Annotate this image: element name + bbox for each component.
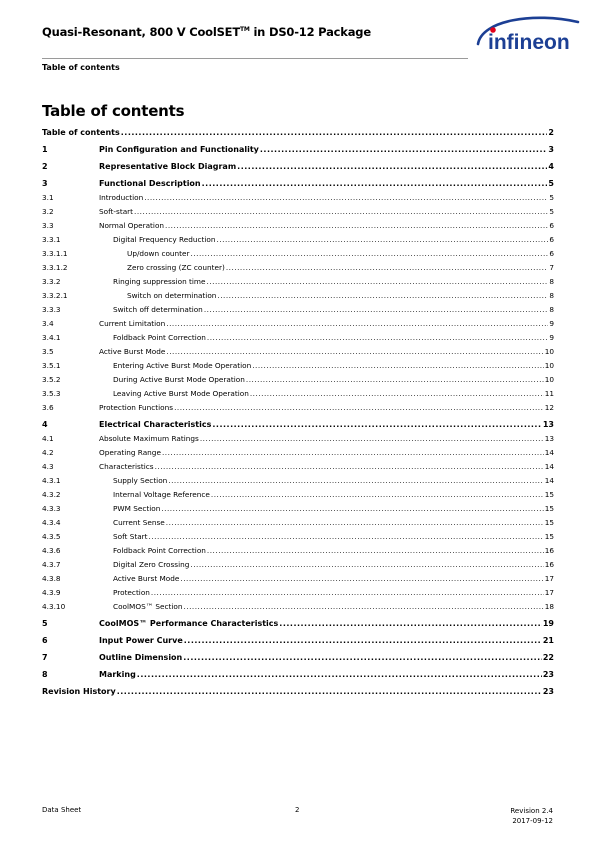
- toc-entry-page: 5: [548, 179, 554, 188]
- toc-dot-leader: [165, 219, 548, 233]
- toc-entry-number: 3.4: [42, 319, 54, 328]
- toc-entry-line: [113, 586, 554, 600]
- toc-entry-page: 10: [544, 347, 554, 356]
- toc-entry-title: Ringing suppression time: [113, 277, 206, 286]
- toc-entry-line: [99, 160, 554, 174]
- toc-entry-number: 4.3.7: [42, 560, 61, 569]
- toc-entry-number: 4: [42, 420, 48, 429]
- toc-entry-line: [99, 205, 554, 219]
- toc-entry-page: 2: [548, 128, 554, 137]
- toc-entry-number: 4.3.10: [42, 602, 66, 611]
- toc-entry-title: Normal Operation: [99, 221, 165, 230]
- toc-dot-leader: [204, 303, 549, 317]
- toc-entry-line: [99, 191, 554, 205]
- toc-entry-page: 23: [542, 670, 554, 679]
- toc-entry-line: [113, 530, 554, 544]
- toc-dot-leader: [166, 317, 548, 331]
- toc-entry-line: [113, 387, 554, 401]
- toc-dot-leader: [166, 345, 543, 359]
- footer-date: 2017-09-12: [512, 817, 553, 825]
- toc-entry[interactable]: [42, 418, 554, 432]
- toc-entry[interactable]: [42, 191, 554, 205]
- toc-entry-line: [99, 460, 554, 474]
- toc-entry-page: 5: [549, 193, 554, 202]
- toc-entry-page: 6: [549, 221, 554, 230]
- toc-entry-number: 4.3.4: [42, 518, 61, 527]
- toc-entry-number: 3.4.1: [42, 333, 61, 342]
- toc-dot-leader: [117, 685, 542, 699]
- toc-entry-line: [113, 303, 554, 317]
- toc-entry-line: [113, 359, 554, 373]
- toc-entry-line: [113, 516, 554, 530]
- toc-entry-title: Foldback Point Correction: [113, 546, 206, 555]
- toc-entry-title: Electrical Characteristics: [99, 420, 212, 429]
- toc-entry-page: 8: [549, 305, 554, 314]
- toc-entry[interactable]: [42, 303, 554, 317]
- toc-dot-leader: [207, 331, 548, 345]
- toc-entry-number: 3.5: [42, 347, 54, 356]
- toc-entry-line: [99, 446, 554, 460]
- toc-entry-title: Absolute Maximum Ratings: [99, 434, 199, 443]
- toc-entry-title: Characteristics: [99, 462, 154, 471]
- toc-entry-line: [113, 544, 554, 558]
- toc-entry-title: Input Power Curve: [99, 636, 183, 645]
- toc-entry-line: [99, 401, 554, 415]
- toc-entry[interactable]: [42, 651, 554, 665]
- toc-entry[interactable]: [42, 516, 554, 530]
- toc-dot-leader: [149, 530, 544, 544]
- toc-entry-title: Pin Configuration and Functionality: [99, 145, 259, 154]
- toc-entry[interactable]: [42, 261, 554, 275]
- toc-entry-title: Leaving Active Burst Mode Operation: [113, 389, 249, 398]
- toc-dot-leader: [260, 143, 548, 157]
- toc-entry-title: Introduction: [99, 193, 144, 202]
- toc-entry-page: 3: [548, 145, 554, 154]
- toc-entry-title: Supply Section: [113, 476, 168, 485]
- toc-entry-page: 15: [544, 518, 554, 527]
- toc-dot-leader: [134, 205, 548, 219]
- toc-dot-leader: [252, 359, 543, 373]
- toc-dot-leader: [207, 275, 549, 289]
- toc-entry-line: [113, 275, 554, 289]
- toc-entry-line: [113, 474, 554, 488]
- toc-entry-line: [127, 261, 554, 275]
- toc-entry-line: [113, 600, 554, 614]
- toc-entry[interactable]: [42, 600, 554, 614]
- toc-entry-page: 13: [544, 434, 554, 443]
- toc-entry-line: [99, 651, 554, 665]
- toc-entry-page: 17: [544, 574, 554, 583]
- toc-entry[interactable]: [42, 247, 554, 261]
- toc-entry-number: 1: [42, 145, 48, 154]
- toc-dot-leader: [121, 126, 548, 140]
- toc-entry[interactable]: [42, 317, 554, 331]
- toc-entry-title: Representative Block Diagram: [99, 162, 237, 171]
- toc-entry-page: 17: [544, 588, 554, 597]
- toc-entry-line: [42, 126, 554, 140]
- toc-entry-number: 2: [42, 162, 48, 171]
- footer-revision-block: [510, 806, 553, 826]
- toc-dot-leader: [190, 558, 543, 572]
- toc-dot-leader: [211, 488, 544, 502]
- header-divider: [42, 58, 468, 59]
- toc-entry-page: 14: [544, 448, 554, 457]
- toc-dot-leader: [191, 247, 549, 261]
- toc-entry-title: Internal Voltage Reference: [113, 490, 210, 499]
- toc-dot-leader: [202, 177, 548, 191]
- toc-entry[interactable]: [42, 359, 554, 373]
- toc-entry-page: 16: [544, 546, 554, 555]
- toc-entry[interactable]: [42, 586, 554, 600]
- toc-entry-page: 11: [544, 389, 554, 398]
- toc-entry-number: 3.6: [42, 403, 54, 412]
- toc-entry-title: Active Burst Mode: [113, 574, 180, 583]
- toc-entry-page: 9: [549, 333, 554, 342]
- toc-entry-page: 10: [544, 361, 554, 370]
- toc-entry-page: 15: [544, 504, 554, 513]
- footer-page-number: 2: [295, 806, 300, 814]
- toc-entry-page: 4: [548, 162, 554, 171]
- toc-entry-number: 4.3.6: [42, 546, 61, 555]
- toc-dot-leader: [180, 572, 543, 586]
- toc-entry-number: 4.3.5: [42, 532, 61, 541]
- infineon-logo: [474, 14, 586, 64]
- toc-entry-number: 3: [42, 179, 48, 188]
- toc-entry-title: Soft-start: [99, 207, 134, 216]
- toc-entry-title: Marking: [99, 670, 136, 679]
- toc-entry-title: Protection Functions: [99, 403, 174, 412]
- toc-entry[interactable]: [42, 219, 554, 233]
- toc-entry-number: 3.3.1.2: [42, 263, 68, 272]
- toc-entry[interactable]: [42, 432, 554, 446]
- toc-heading: Table of contents: [42, 102, 185, 120]
- toc-entry-page: 5: [549, 207, 554, 216]
- toc-dot-leader: [183, 600, 543, 614]
- toc-dot-leader: [250, 387, 544, 401]
- toc-entry-line: [99, 219, 554, 233]
- toc-dot-leader: [279, 617, 542, 631]
- toc-entry-number: 4.3.9: [42, 588, 61, 597]
- toc-entry-title: During Active Burst Mode Operation: [113, 375, 245, 384]
- toc-dot-leader: [168, 474, 543, 488]
- toc-dot-leader: [144, 191, 548, 205]
- toc-entry[interactable]: [42, 289, 554, 303]
- toc-entry-page: 16: [544, 560, 554, 569]
- toc-entry-title: Operating Range: [99, 448, 161, 457]
- toc-entry-number: 3.5.1: [42, 361, 61, 370]
- toc-entry[interactable]: [42, 530, 554, 544]
- toc-entry-line: [99, 317, 554, 331]
- toc-entry-number: 8: [42, 670, 48, 679]
- toc-entry-page: 7: [549, 263, 554, 272]
- toc-entry-line: [113, 572, 554, 586]
- toc-dot-leader: [161, 502, 543, 516]
- toc-entry-number: 7: [42, 653, 48, 662]
- toc-entry-title: Switch off determination: [113, 305, 203, 314]
- toc-entry-number: 4.2: [42, 448, 54, 457]
- toc-entry-number: 4.1: [42, 434, 54, 443]
- toc-entry-title: Foldback Point Correction: [113, 333, 206, 342]
- toc-entry[interactable]: [42, 460, 554, 474]
- toc-dot-leader: [246, 373, 544, 387]
- toc-entry-line: [99, 668, 554, 682]
- toc-entry-title: Up/down counter: [127, 249, 190, 258]
- toc-entry-page: 15: [544, 490, 554, 499]
- toc-entry[interactable]: [42, 685, 554, 699]
- toc-entry-line: [113, 502, 554, 516]
- toc-entry-title: Digital Frequency Reduction: [113, 235, 216, 244]
- toc-entry-number: 4.3.8: [42, 574, 61, 583]
- toc-dot-leader: [155, 460, 544, 474]
- toc-dot-leader: [200, 432, 544, 446]
- toc-entry-number: 3.1: [42, 193, 54, 202]
- toc-entry[interactable]: [42, 558, 554, 572]
- toc-entry-number: 6: [42, 636, 48, 645]
- toc-entry-title: Functional Description: [99, 179, 201, 188]
- toc-dot-leader: [183, 651, 542, 665]
- toc-entry-title: Current Limitation: [99, 319, 166, 328]
- toc-entry[interactable]: [42, 205, 554, 219]
- footer-doc-type: Data Sheet: [42, 806, 82, 814]
- toc-entry-page: 12: [544, 403, 554, 412]
- toc-entry-page: 22: [542, 653, 554, 662]
- running-section-title: Table of contents: [42, 63, 120, 72]
- toc-entry[interactable]: [42, 502, 554, 516]
- logo-wordmark: infineon: [488, 31, 570, 54]
- toc-entry-title: Switch on determination: [127, 291, 217, 300]
- toc-entry-number: 3.5.3: [42, 389, 61, 398]
- toc-entry-page: 18: [544, 602, 554, 611]
- toc-entry-page: 8: [549, 277, 554, 286]
- toc-entry-page: 10: [544, 375, 554, 384]
- toc-entry-number: 5: [42, 619, 48, 628]
- toc-entry-page: 15: [544, 532, 554, 541]
- toc-entry-page: 6: [549, 235, 554, 244]
- toc-entry-line: [127, 289, 554, 303]
- toc-entry-line: [99, 418, 554, 432]
- toc-entry-number: 3.3.2.1: [42, 291, 68, 300]
- toc-entry[interactable]: [42, 373, 554, 387]
- toc-entry-line: [42, 685, 554, 699]
- toc-entry-page: 6: [549, 249, 554, 258]
- toc-dot-leader: [184, 634, 542, 648]
- toc-entry-title: CoolMOS™ Performance Characteristics: [99, 619, 279, 628]
- toc-entry-line: [99, 177, 554, 191]
- toc-entry-number: 3.3: [42, 221, 54, 230]
- toc-entry[interactable]: [42, 387, 554, 401]
- toc-entry-page: 8: [549, 291, 554, 300]
- toc-entry-number: 4.3: [42, 462, 54, 471]
- toc-entry[interactable]: [42, 401, 554, 415]
- toc-entry[interactable]: [42, 544, 554, 558]
- toc-entry-title: Digital Zero Crossing: [113, 560, 190, 569]
- toc-entry-page: 14: [544, 476, 554, 485]
- toc-entry-title: Entering Active Burst Mode Operation: [113, 361, 252, 370]
- toc-entry-line: [99, 345, 554, 359]
- toc-entry[interactable]: [42, 634, 554, 648]
- toc-entry[interactable]: [42, 488, 554, 502]
- toc-entry-line: [127, 247, 554, 261]
- table-of-contents: [42, 126, 554, 699]
- toc-entry[interactable]: [42, 331, 554, 345]
- toc-entry[interactable]: [42, 446, 554, 460]
- toc-entry-line: [113, 331, 554, 345]
- toc-dot-leader: [166, 516, 544, 530]
- toc-entry-line: [113, 558, 554, 572]
- toc-entry-line: [113, 233, 554, 247]
- toc-entry-line: [113, 373, 554, 387]
- toc-entry-title: Table of contents: [42, 128, 120, 137]
- toc-entry-number: 4.3.2: [42, 490, 61, 499]
- toc-dot-leader: [207, 544, 544, 558]
- toc-dot-leader: [216, 233, 548, 247]
- toc-entry[interactable]: [42, 345, 554, 359]
- toc-entry-number: 3.3.3: [42, 305, 61, 314]
- toc-entry-page: 23: [542, 687, 554, 696]
- toc-entry[interactable]: [42, 177, 554, 191]
- toc-entry-number: 3.3.1: [42, 235, 61, 244]
- toc-entry-number: 3.5.2: [42, 375, 61, 384]
- toc-dot-leader: [174, 401, 544, 415]
- toc-entry-page: 9: [549, 319, 554, 328]
- toc-entry[interactable]: [42, 668, 554, 682]
- toc-entry-number: 3.3.2: [42, 277, 61, 286]
- toc-dot-leader: [212, 418, 541, 432]
- toc-entry[interactable]: [42, 160, 554, 174]
- toc-dot-leader: [162, 446, 544, 460]
- toc-entry-title: Outline Dimension: [99, 653, 183, 662]
- toc-dot-leader: [151, 586, 544, 600]
- toc-entry[interactable]: [42, 572, 554, 586]
- toc-entry-title: Soft Start: [113, 532, 148, 541]
- toc-entry-number: 4.3.1: [42, 476, 61, 485]
- toc-entry-number: 3.2: [42, 207, 54, 216]
- toc-entry-line: [99, 634, 554, 648]
- toc-entry-page: 21: [542, 636, 554, 645]
- toc-entry[interactable]: [42, 617, 554, 631]
- toc-entry-number: 4.3.3: [42, 504, 61, 513]
- toc-entry-title: Revision History: [42, 687, 116, 696]
- toc-dot-leader: [237, 160, 547, 174]
- toc-entry-number: 3.3.1.1: [42, 249, 68, 258]
- document-title: Quasi-Resonant, 800 V CoolSET™ in DS0-12 Package: [42, 25, 371, 39]
- toc-entry-title: Active Burst Mode: [99, 347, 166, 356]
- toc-entry[interactable]: [42, 275, 554, 289]
- toc-entry-title: Current Sense: [113, 518, 165, 527]
- toc-entry-page: 13: [542, 420, 554, 429]
- toc-entry[interactable]: [42, 233, 554, 247]
- toc-entry-title: Protection: [113, 588, 150, 597]
- toc-entry-line: [113, 488, 554, 502]
- toc-entry-line: [99, 432, 554, 446]
- toc-entry-page: 19: [542, 619, 554, 628]
- toc-dot-leader: [137, 668, 542, 682]
- toc-dot-leader: [217, 289, 548, 303]
- toc-entry-line: [99, 143, 554, 157]
- toc-entry[interactable]: [42, 143, 554, 157]
- toc-entry[interactable]: [42, 474, 554, 488]
- footer-revision: Revision 2.4: [510, 807, 553, 815]
- toc-entry[interactable]: [42, 126, 554, 140]
- toc-entry-title: Zero crossing (ZC counter): [127, 263, 225, 272]
- toc-dot-leader: [226, 261, 549, 275]
- toc-entry-title: PWM Section: [113, 504, 161, 513]
- toc-entry-page: 14: [544, 462, 554, 471]
- toc-entry-line: [99, 617, 554, 631]
- toc-entry-title: CoolMOS™ Section: [113, 602, 183, 611]
